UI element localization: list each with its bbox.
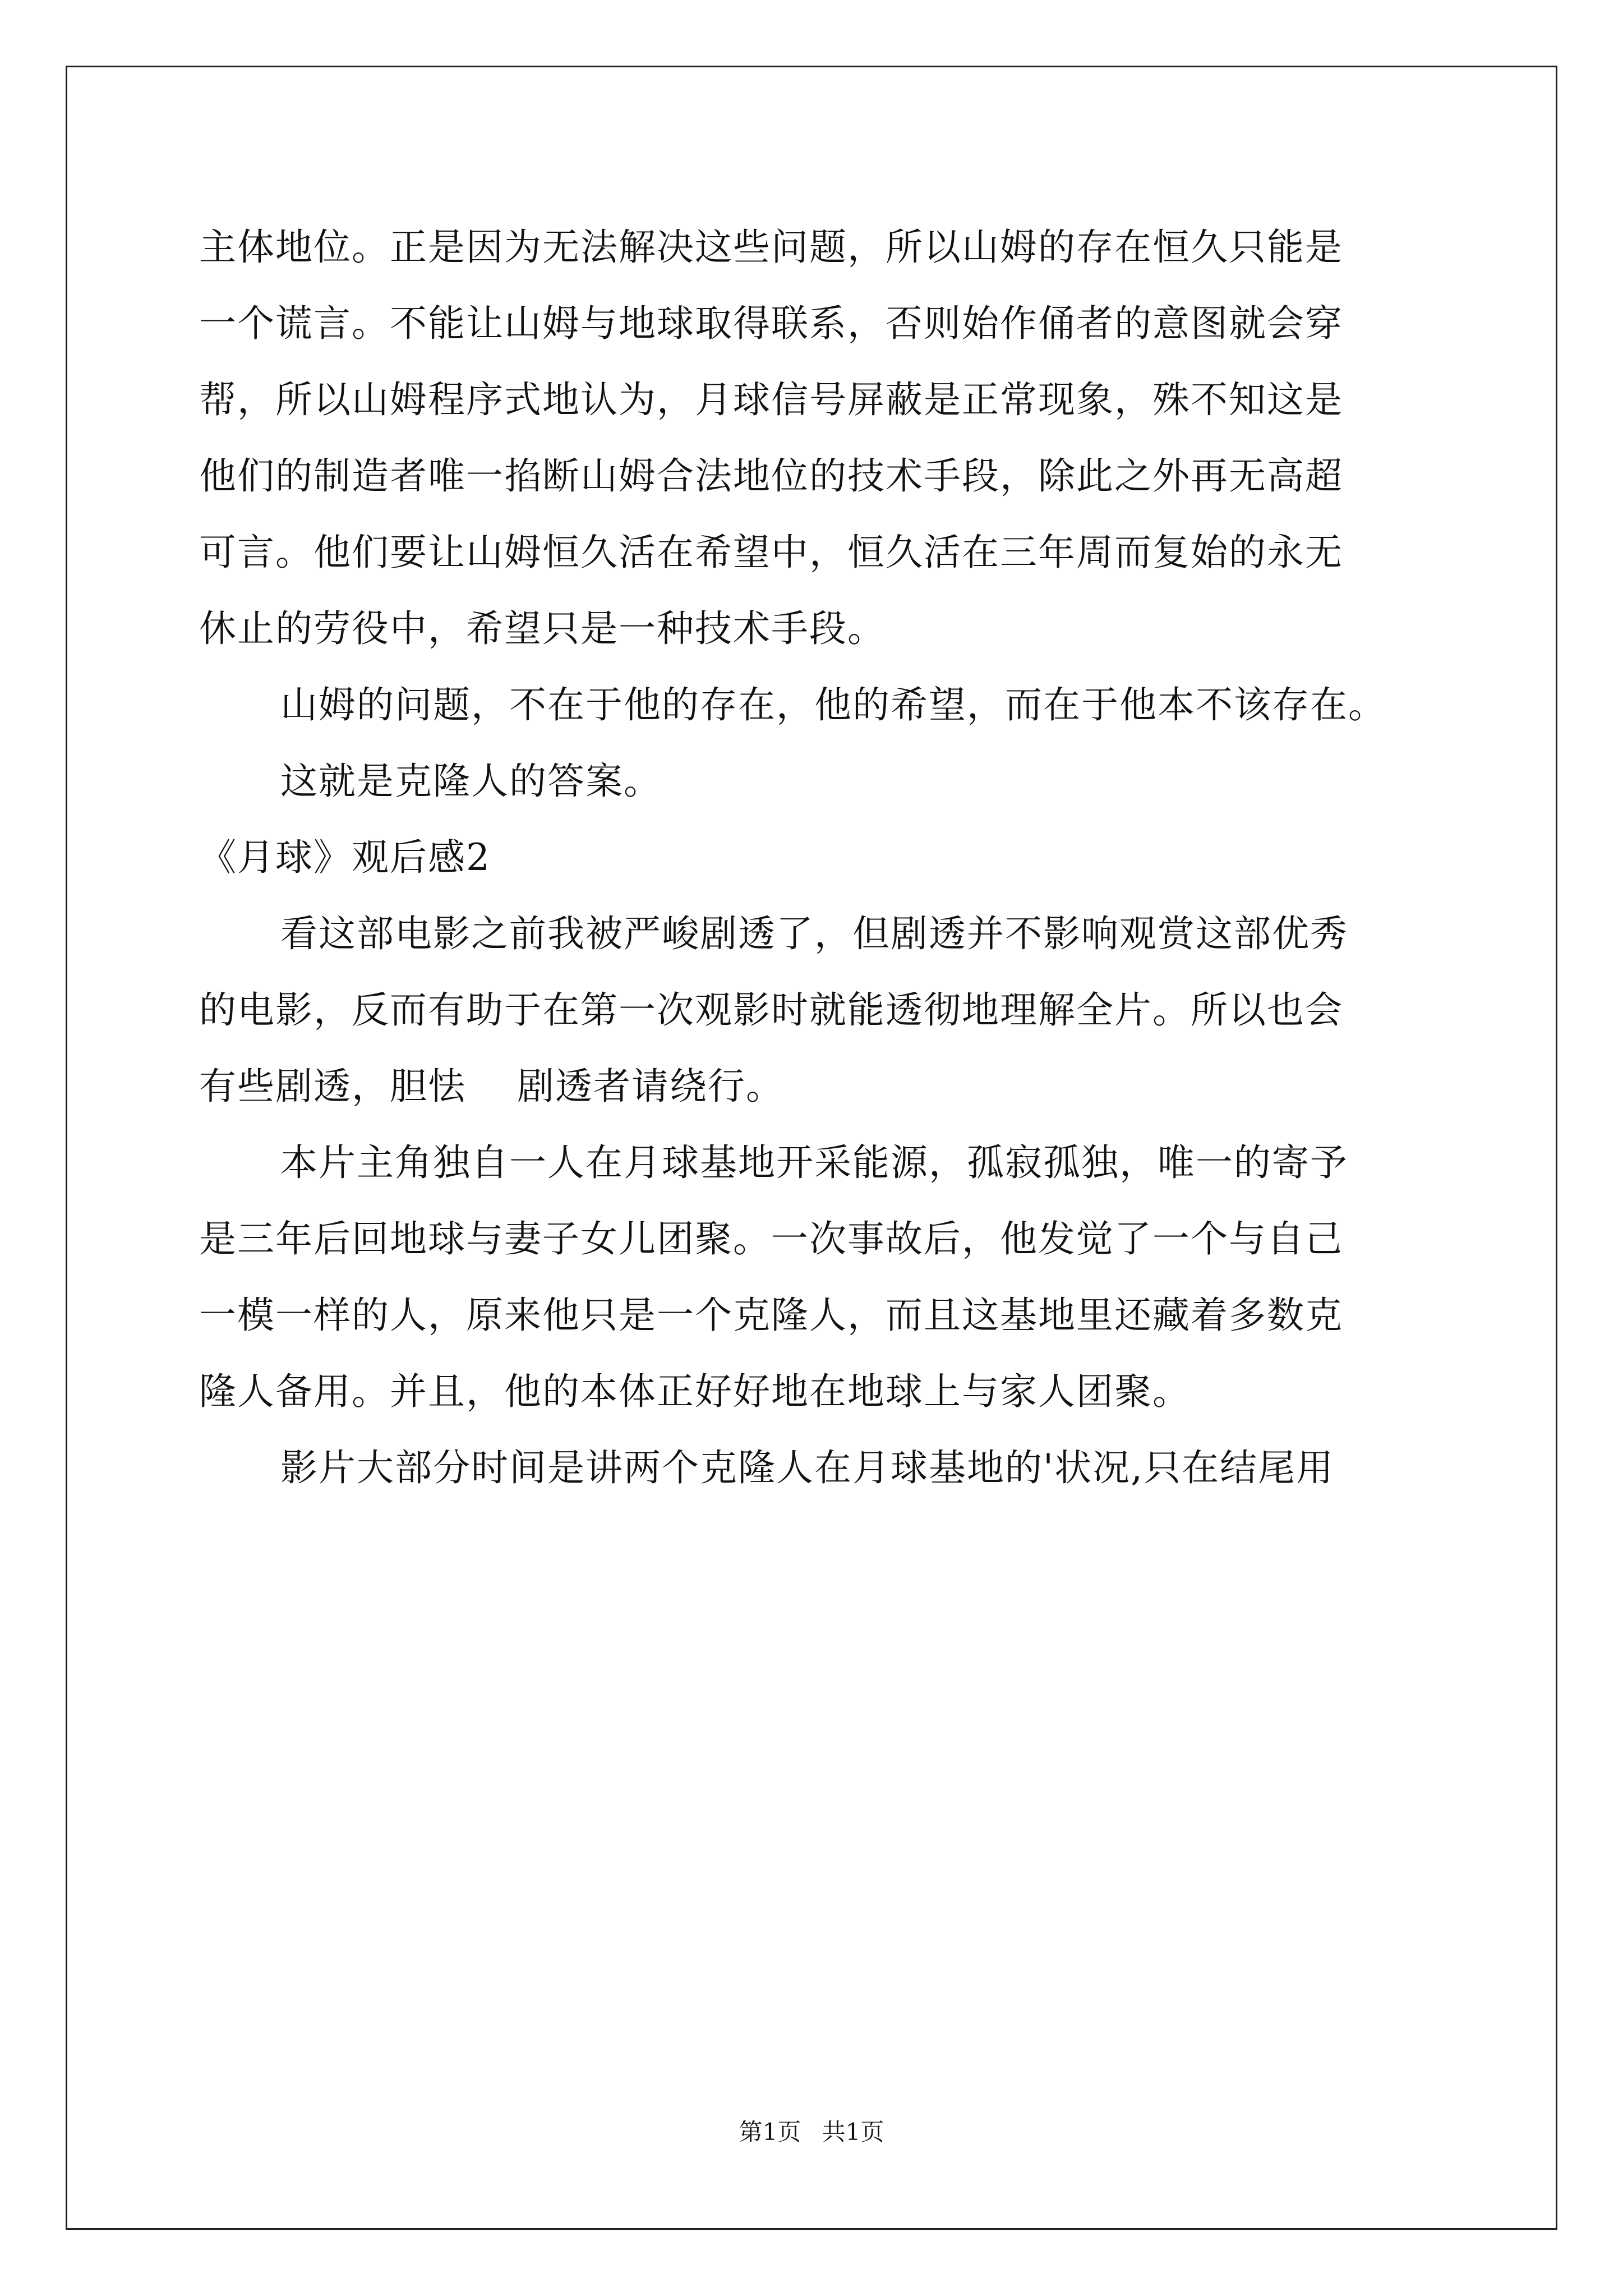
paragraph-line: 隆人备用。并且，他的本体正好好地在地球上与家人团聚。: [199, 1370, 1191, 1413]
paragraph-line: 影片大部分时间是讲两个克隆人在月球基地的'状况,只在结尾用: [280, 1446, 1335, 1489]
paragraph-line: 看这部电影之前我被严峻剧透了，但剧透并不影响观赏这部优秀: [280, 912, 1348, 955]
paragraph-line: 帮，所以山姆程序式地认为，月球信号屏蔽是正常现象，殊不知这是: [199, 378, 1343, 421]
paragraph-line: 一个谎言。不能让山姆与地球取得联系，否则始作俑者的意图就会穿: [199, 302, 1343, 345]
paragraph-line: 山姆的问题，不在于他的存在，他的希望，而在于他本不该存在。: [280, 683, 1386, 726]
paragraph-line: 他们的制造者唯一掐断山姆合法地位的技术手段，除此之外再无高超: [199, 454, 1343, 498]
paragraph-line: 一模一样的人，原来他只是一个克隆人，而且这基地里还藏着多数克: [199, 1294, 1343, 1337]
paragraph-line: 是三年后回地球与妻子女儿团聚。一次事故后，他发觉了一个与自己: [199, 1217, 1343, 1260]
paragraph-line: 休止的劳役中，希望只是一种技术手段。: [199, 607, 886, 650]
paragraph-line: 可言。他们要让山姆恒久活在希望中，恒久活在三年周而复始的永无: [199, 531, 1343, 574]
paragraph-line: 主体地位。正是因为无法解决这些问题，所以山姆的存在恒久只能是: [199, 226, 1343, 269]
paragraph-line: 本片主角独自一人在月球基地开采能源，孤寂孤独，唯一的寄予: [280, 1141, 1348, 1184]
page-total: 共1页: [822, 2118, 884, 2146]
section-heading: 《月球》观后感2: [199, 836, 491, 879]
paragraph-line: 这就是克隆人的答案。: [280, 760, 662, 803]
paragraph-line: 有些剧透，胆怯 剧透者请绕行。: [199, 1065, 784, 1108]
paragraph-line: 的电影，反而有助于在第一次观影时就能透彻地理解全片。所以也会: [199, 988, 1343, 1032]
page-number: 第1页: [739, 2118, 801, 2146]
page-footer: [0, 2120, 1623, 2144]
